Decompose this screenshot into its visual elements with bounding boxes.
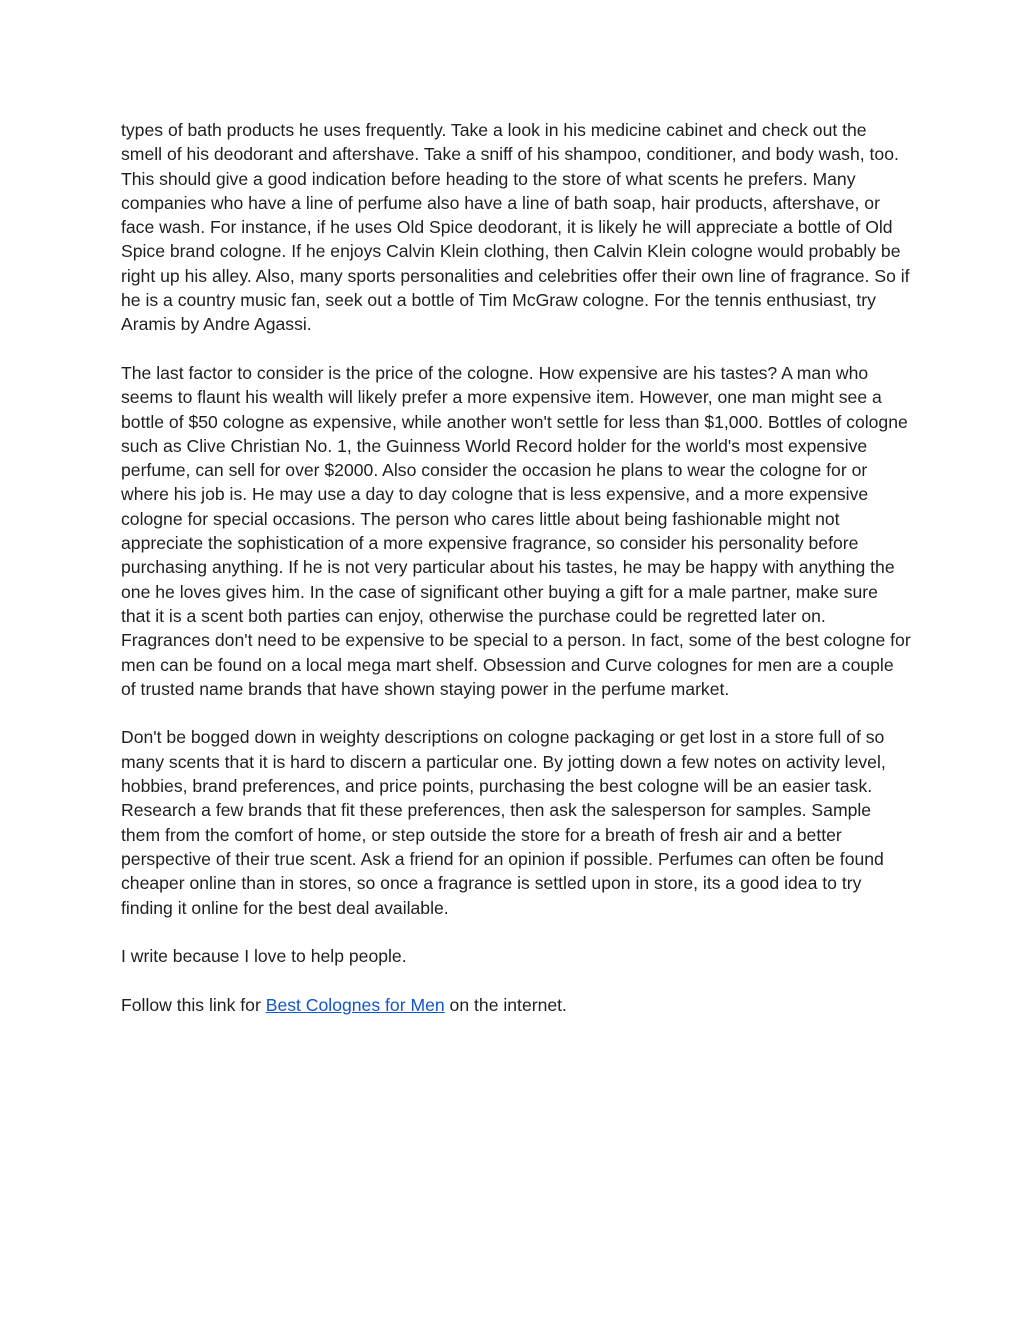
paragraph-follow-link	[121, 993, 911, 1017]
paragraph-shopping-tips: Don't be bogged down in weighty descriptions on cologne packaging or get lost in a store full of so many scents that it is hard to discern a particular one. By jotting down a few notes on activity level, hobbies, brand preferences, and price points, purchasing the best cologne will be an easier task. Research a few brands that fit these preferences, then ask the salesperson for samples. Sample them from the comfort of home, or step outside the store for a breath of fresh air and a better perspective of their true scent. Ask a friend for an opinion if possible. Perfumes can often be found cheaper online than in stores, so once a fragrance is settled upon in store, its a good idea to try finding it online for the best deal available.	[121, 727, 886, 918]
best-colognes-link[interactable]: Best Colognes for Men	[265, 994, 445, 1015]
paragraph-price: The last factor to consider is the price of the cologne. How expensive are his tastes? A man who seems to flaunt his wealth will likely prefer a more expensive item. However, one man might see a bottle of $50 cologne as expensive, while another won't settle for less than $1,000. Bottles of cologne such as Clive Christian No. 1, the Guinness World Record holder for the world's most expensive perfume, can sell for over $2000. Also consider the occasion he plans to wear the cologne for or where his job is. He may use a day to day cologne that is less expensive, and a more expensive cologne for special occasions. The person who cares little about being fashionable might not appreciate the sophistication of a more expensive fragrance, so consider his personality before purchasing anything. If he is not very particular about his tastes, he may be happy with anything the one he loves gives him. In the case of significant other buying a gift for a male partner, make sure that it is a scent both parties can enjoy, otherwise the purchase could be regretted later on. Fragrances don't need to be expensive to be special to a person. In fact, some of the best cologne for men can be found on a local mega mart shelf. Obsession and Curve colognes for men are a couple of trusted name brands that have shown staying power in the perfume market.	[121, 362, 911, 699]
document-body	[121, 118, 911, 1041]
paragraph-bath-products: types of bath products he uses frequently. Take a look in his medicine cabinet and check out the smell of his deodorant and aftershave. Take a sniff of his shampoo, conditioner, and body wash, too. This should give a good indication before heading to the store of what scents he prefers. Many companies who have a line of perfume also have a line of bath soap, hair products, aftershave, or face wash. For instance, if he uses Old Spice deodorant, it is likely he will appreciate a bottle of Old Spice brand cologne. If he enjoys Calvin Klein clothing, then Calvin Klein cologne would probably be right up his alley. Also, many sports personalities and celebrities offer their own line of fragrance. So if he is a country music fan, seek out a bottle of Tim McGraw cologne. For the tennis enthusiast, try Aramis by Andre Agassi.	[121, 120, 910, 335]
follow-prefix: Follow this link for	[121, 994, 266, 1015]
paragraph-author-note: I write because I love to help people.	[121, 946, 407, 967]
follow-suffix: on the internet.	[444, 994, 567, 1015]
